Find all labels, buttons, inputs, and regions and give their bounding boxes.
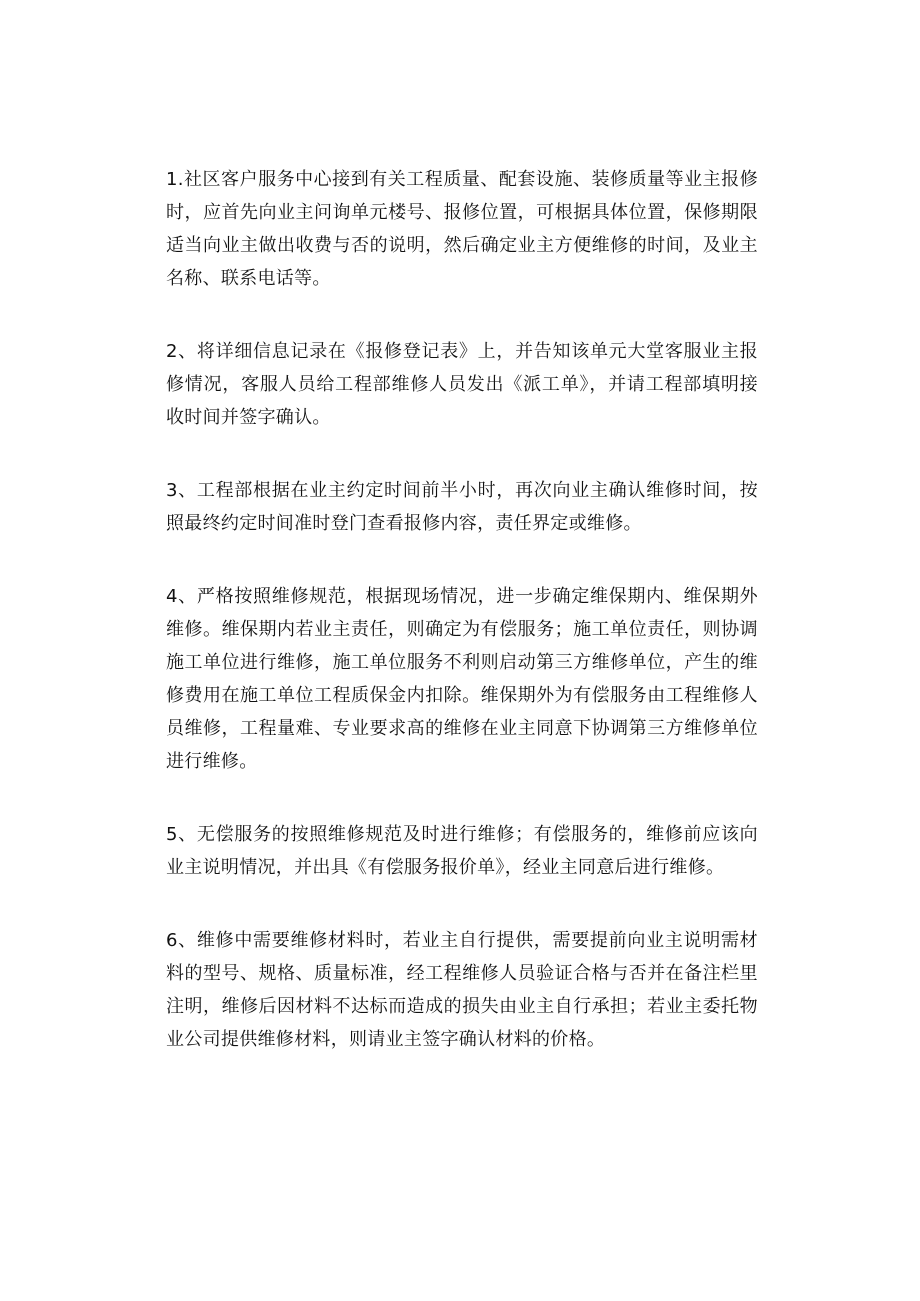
paragraph-4: 4、严格按照维修规范，根据现场情况，进一步确定维保期内、维保期外维修。维保期内若业主责任，则确定为有偿服务；施工单位责任，则协调施工单位进行维修，施工单位服务不利则启动第三方维修单位，产生的维修费用在施工单位工程质保金内扣除。维保期外为有偿服务由工程维修人员维修，工程量难、专业要求高的维修在业主同意下协调第三方维修单位进行维修。 — [166, 586, 758, 772]
paragraph-1: 1.社区客户服务中心接到有关工程质量、配套设施、装修质量等业主报修时，应首先向业主问询单元楼号、报修位置，可根据具体位置，保修期限适当向业主做出收费与否的说明，然后确定业主方便维修的时间，及业主名称、联系电话等。 — [166, 169, 758, 289]
paragraph-3: 3、工程部根据在业主约定时间前半小时，再次向业主确认维修时间，按照最终约定时间准时登门查看报修内容，责任界定或维修。 — [166, 480, 758, 534]
document-body — [166, 163, 758, 1096]
paragraph-5: 5、无偿服务的按照维修规范及时进行维修；有偿服务的，维修前应该向业主说明情况，并出具《有偿服务报价单》，经业主同意后进行维修。 — [166, 824, 758, 878]
paragraph-2: 2、将详细信息记录在《报修登记表》上，并告知该单元大堂客服业主报修情况，客服人员给工程部维修人员发出《派工单》，并请工程部填明接收时间并签字确认。 — [166, 341, 758, 428]
paragraph-6: 6、维修中需要维修材料时，若业主自行提供，需要提前向业主说明需材料的型号、规格、质量标准，经工程维修人员验证合格与否并在备注栏里注明，维修后因材料不达标而造成的损失由业主自行承担；若业主委托物业公司提供维修材料，则请业主签字确认材料的价格。 — [166, 930, 758, 1050]
